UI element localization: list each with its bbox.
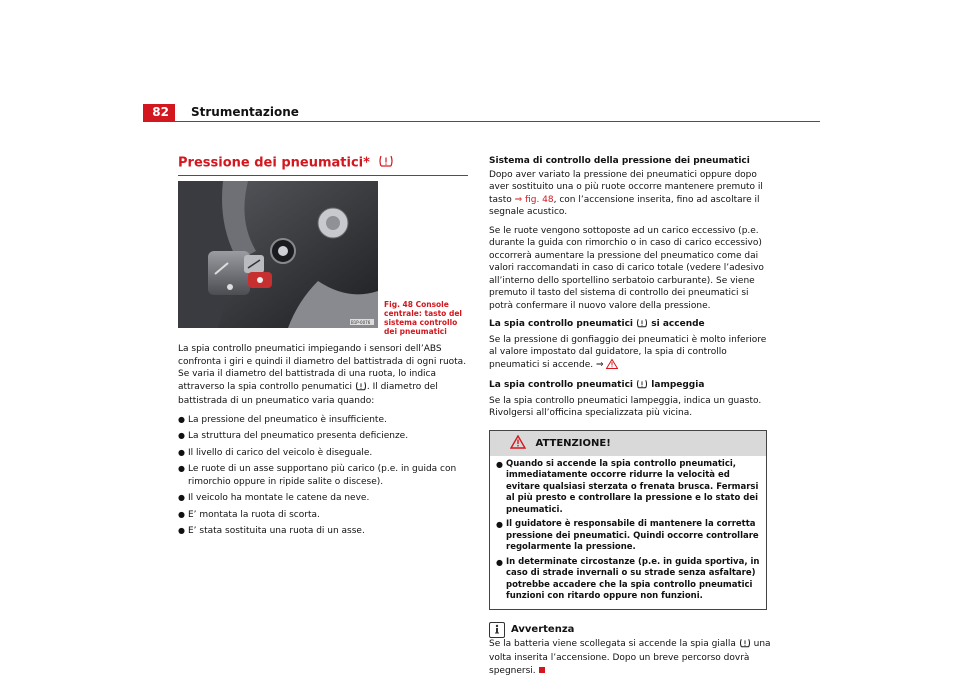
list-item: ● Il livello di carico del veicolo è diseguale. [178, 447, 468, 460]
warning-box [489, 430, 767, 610]
warning-triangle-icon[interactable] [606, 359, 618, 374]
list-item: ● E’ stata sostituita una ruota di un asse. [178, 525, 468, 538]
console-photo [178, 181, 378, 328]
note-header [489, 622, 771, 638]
tire-pressure-icon [378, 155, 394, 171]
tire-pressure-icon [636, 379, 648, 394]
list-item: ● Le ruote di un asse supportano più carico (p.e. in guida con rimorchio oppure in ripide salite o discese). [178, 463, 468, 488]
list-item: ● La struttura del pneumatico presenta deficienze. [178, 430, 468, 443]
tire-pressure-icon [355, 381, 367, 396]
figure-caption: Fig. 48 Console centrale: tasto del sistema controllo dei pneumatici [384, 300, 462, 336]
subheading-flashing [489, 379, 771, 394]
note-paragraph [489, 638, 771, 678]
warning-triangle-icon [510, 438, 535, 449]
note-text-b: una volta inserita l’accensione. Dopo un breve percorso dovrà spegnersi. [489, 638, 771, 676]
p1-text-a: Dopo aver variato la pressione dei pneumatici oppure dopo aver sostituito una o più ruote occorre mantenere premuto il tasto [489, 169, 763, 205]
header-rule [143, 121, 820, 122]
intro-text-a: La spia controllo pneumatici impiegando i sensori dell’ABS confronta i giri e quindi il diametro del battistrada di ogni ruota. Se varia il diametro del battistrada di una ruota, lo indica attraverso la spia controllo penumatici [178, 344, 467, 392]
figure-code: B1P-0076 [351, 320, 371, 325]
warning-header [490, 431, 766, 456]
subheading-system: Sistema di controllo della pressione dei pneumatici [489, 156, 750, 166]
left-column [178, 343, 468, 542]
subheading-lights-on [489, 318, 771, 333]
list-item: ● In determinate circostanze (p.e. in guida sportiva, in caso di strade invernali o su strade senza asfaltare) potrebbe accadere che la spia controllo pneumatici funzioni con ritardo oppure non funzioni. [496, 557, 760, 603]
right-column [489, 155, 771, 683]
figure-link[interactable]: ⇒ fig. 48 [514, 194, 554, 205]
paragraph-flashing: Se la spia controllo pneumatici lampeggia, indica un guasto. Rivolgersi all’officina specializzata più vicina. [489, 395, 762, 418]
note-icon [489, 622, 505, 638]
list-item: ● E’ montata la ruota di scorta. [178, 509, 468, 522]
page-number: 82 [143, 104, 175, 121]
h3-text-a: La spia controllo pneumatici [489, 380, 633, 390]
paragraph-load: Se le ruote vengono sottoposte ad un carico eccessivo (p.e. durante la guida con rimorchio o in caso di carico eccessivo) occorrerà aumentare la pressione del pneumatico come dai valori raccomandati in caso di carico totale (vedere l’adesivo all’interno dello sportellino serbatoio carburante). Se viene premuto il tasto del sistema di controllo dei pneumatici si potrà confermare il nuovo valore della pressione. [489, 225, 764, 311]
chapter-title: Strumentazione [191, 105, 299, 119]
list-item: ● Il guidatore è responsabile di mantenere la corretta pressione dei pneumatici. Quindi occorre controllare regolarmente la pressione. [496, 519, 760, 554]
p3-text: Se la pressione di gonfiaggio dei pneumatici è molto inferiore al valore impostato dal guidatore, la spia di controllo pneumatici si accende. [489, 334, 767, 370]
warning-title: ATTENZIONE! [535, 437, 611, 449]
cause-list [178, 414, 468, 538]
section-title-text: Pressione dei pneumatici* [178, 155, 370, 171]
tire-pressure-icon [739, 638, 751, 653]
note-title: Avvertenza [511, 623, 575, 635]
paragraph-system [489, 169, 771, 219]
paragraph-lights-on [489, 334, 771, 374]
list-item: ● Il veicolo ha montate le catene da neve. [178, 492, 468, 505]
p1-text-b: , con l’accensione inserita, fino ad ascoltare il segnale acustico. [489, 194, 760, 217]
note-text-a: Se la batteria viene scollegata si accende la spia gialla [489, 638, 736, 649]
reference-arrow: ⇒ [595, 359, 604, 370]
h3-text-b: lampeggia [651, 380, 705, 390]
tire-pressure-icon [636, 318, 648, 333]
intro-text-b: . Il diametro del battistrada di un pneumatico varia quando: [178, 381, 438, 406]
list-item: ● Quando si accende la spia controllo pneumatici, immediatamente occorre ridurre la velocità ed evitare qualsiasi sterzata o frenata brusca. Fermarsi al più presto e controllare la pressione e lo stato dei pneumatici. [496, 459, 760, 517]
section-title [178, 155, 468, 176]
intro-paragraph [178, 343, 468, 408]
h2-text-b: si accende [651, 319, 705, 329]
warning-list [490, 456, 766, 609]
h2-text-a: La spia controllo pneumatici [489, 319, 633, 329]
list-item: ● La pressione del pneumatico è insufficiente. [178, 414, 468, 427]
end-marker [539, 667, 545, 673]
